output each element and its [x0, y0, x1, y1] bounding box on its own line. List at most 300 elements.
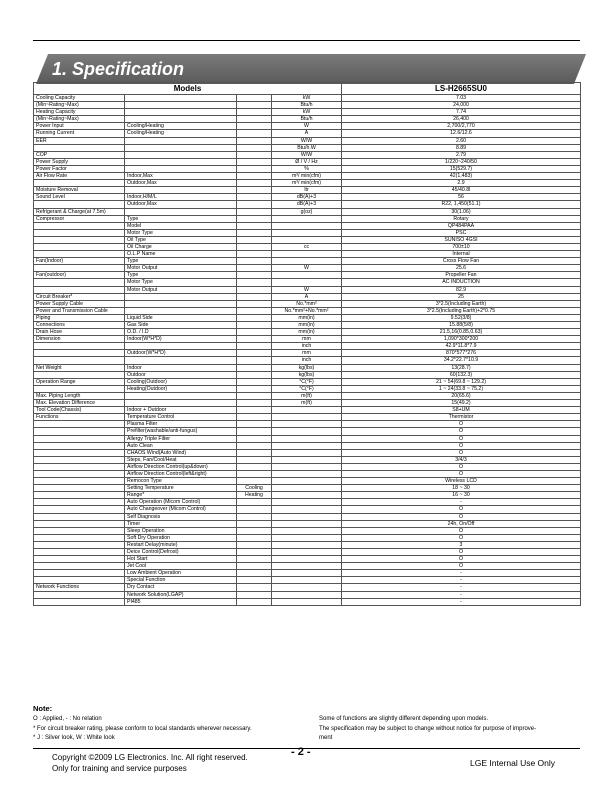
row-subsublabel: [237, 421, 272, 428]
row-value: O: [342, 556, 581, 563]
row-value: 870*577*276: [342, 350, 581, 357]
row-subsublabel: [237, 144, 272, 151]
row-unit: [272, 421, 342, 428]
row-label: Operation Range: [34, 378, 125, 385]
row-sublabel: Indoor: [125, 364, 237, 371]
row-sublabel: Restart Delay(minute): [125, 541, 237, 548]
row-sublabel: Remocon Type: [125, 478, 237, 485]
row-label: [34, 527, 125, 534]
row-label: Circuit Breaker*: [34, 293, 125, 300]
row-label: [34, 243, 125, 250]
row-label: [34, 435, 125, 442]
table-row: [34, 272, 581, 279]
table-row: [34, 329, 581, 336]
row-value: Thermistor: [342, 414, 581, 421]
row-label: Cooling Capacity: [34, 95, 125, 102]
table-row: [34, 251, 581, 258]
row-unit: [272, 463, 342, 470]
row-subsublabel: [237, 577, 272, 584]
row-unit: m(ft): [272, 400, 342, 407]
row-label: COP: [34, 151, 125, 158]
row-label: [34, 570, 125, 577]
note-line: ment: [319, 735, 333, 741]
table-row: [34, 442, 581, 449]
row-value: O: [342, 442, 581, 449]
row-value: 1,090*300*200: [342, 336, 581, 343]
row-unit: [272, 272, 342, 279]
row-subsublabel: [237, 286, 272, 293]
table-row: [34, 534, 581, 541]
row-subsublabel: [237, 470, 272, 477]
table-row: [34, 470, 581, 477]
row-unit: ltr: [272, 187, 342, 194]
table-row: [34, 392, 581, 399]
row-unit: [272, 549, 342, 556]
row-value: QP484PAA: [342, 222, 581, 229]
row-value: AC INDUCTION: [342, 279, 581, 286]
row-subsublabel: [237, 194, 272, 201]
row-value: 3: [342, 541, 581, 548]
row-unit: inch: [272, 357, 342, 364]
table-row: [34, 208, 581, 215]
row-sublabel: Low Ambient Operation: [125, 570, 237, 577]
row-subsublabel: [237, 385, 272, 392]
table-row: [34, 201, 581, 208]
row-sublabel: Type: [125, 215, 237, 222]
row-value: SUNISO 4GSI: [342, 236, 581, 243]
row-value: O: [342, 463, 581, 470]
row-label: Power and Transmission Cable: [34, 307, 125, 314]
row-unit: mm(in): [272, 314, 342, 321]
row-sublabel: [125, 95, 237, 102]
row-value: -: [342, 584, 581, 591]
row-sublabel: Liquid Side: [125, 314, 237, 321]
row-value: 3*2.5(Including Earth): [342, 300, 581, 307]
row-subsublabel: [237, 158, 272, 165]
row-unit: W/W: [272, 151, 342, 158]
row-label: Running Current: [34, 130, 125, 137]
row-label: [34, 371, 125, 378]
row-subsublabel: [237, 187, 272, 194]
row-label: Max. Elevation Difference: [34, 400, 125, 407]
row-subsublabel: [237, 307, 272, 314]
row-subsublabel: [237, 549, 272, 556]
table-row: [34, 584, 581, 591]
row-unit: [272, 570, 342, 577]
row-subsublabel: [237, 478, 272, 485]
row-subsublabel: [237, 556, 272, 563]
table-row: [34, 364, 581, 371]
row-value: 60(132.3): [342, 371, 581, 378]
row-label: [34, 343, 125, 350]
section-title: 1. Specification: [52, 59, 185, 79]
row-sublabel: Motor Output: [125, 265, 237, 272]
row-label: [34, 357, 125, 364]
row-subsublabel: [237, 215, 272, 222]
row-subsublabel: [237, 364, 272, 371]
row-value: 30(1.06): [342, 208, 581, 215]
row-sublabel: [125, 293, 237, 300]
row-unit: mm(in): [272, 329, 342, 336]
row-value: 8.89: [342, 144, 581, 151]
row-subsublabel: [237, 598, 272, 605]
row-sublabel: [125, 208, 237, 215]
row-sublabel: Airflow Direction Control(left&right): [125, 470, 237, 477]
row-label: [34, 286, 125, 293]
row-label: [34, 463, 125, 470]
notes-right: [319, 715, 579, 744]
table-row: [34, 336, 581, 343]
row-subsublabel: [237, 222, 272, 229]
row-value: S8+UM: [342, 407, 581, 414]
row-unit: [272, 534, 342, 541]
row-subsublabel: [237, 329, 272, 336]
row-value: 3*2.5(Including Earth)+2*0.75: [342, 307, 581, 314]
notes-section: [33, 704, 580, 741]
row-unit: m³/ min(cfm): [272, 180, 342, 187]
row-subsublabel: [237, 407, 272, 414]
table-row: [34, 236, 581, 243]
row-sublabel: [125, 151, 237, 158]
row-value: 1/220~240/50: [342, 158, 581, 165]
row-unit: A: [272, 130, 342, 137]
row-value: 12.6/12.6: [342, 130, 581, 137]
row-label: [34, 563, 125, 570]
row-value: O: [342, 563, 581, 570]
table-row: [34, 151, 581, 158]
row-value: 56: [342, 194, 581, 201]
table-row: [34, 577, 581, 584]
table-row: [34, 591, 581, 598]
row-unit: No.*mm²+No.*mm²: [272, 307, 342, 314]
table-row: [34, 421, 581, 428]
table-row: [34, 541, 581, 548]
row-label: Tool Code(Chassis): [34, 407, 125, 414]
row-value: 700±10: [342, 243, 581, 250]
row-unit: [272, 577, 342, 584]
row-unit: mm: [272, 350, 342, 357]
table-row: [34, 109, 581, 116]
row-subsublabel: [237, 442, 272, 449]
row-sublabel: [125, 137, 237, 144]
row-label: [34, 520, 125, 527]
row-label: [34, 456, 125, 463]
row-sublabel: Special Function: [125, 577, 237, 584]
row-sublabel: Motor Output: [125, 286, 237, 293]
table-row: [34, 215, 581, 222]
row-label: Dimension: [34, 336, 125, 343]
row-value: 2.60: [342, 137, 581, 144]
row-value: 25.6: [342, 265, 581, 272]
row-subsublabel: [237, 350, 272, 357]
row-unit: [272, 251, 342, 258]
row-label: Refrigerant & Charge(at 7.5m): [34, 208, 125, 215]
row-unit: inch: [272, 343, 342, 350]
row-label: Moisture Removal: [34, 187, 125, 194]
row-unit: Btu/h: [272, 102, 342, 109]
row-unit: [272, 279, 342, 286]
row-sublabel: [125, 392, 237, 399]
row-value: R22, 1,450(51.1): [342, 201, 581, 208]
row-label: [34, 541, 125, 548]
row-label: [34, 279, 125, 286]
table-row: [34, 265, 581, 272]
table-row: [34, 513, 581, 520]
row-sublabel: Steps, Fan/Cool/Heat: [125, 456, 237, 463]
table-row: [34, 116, 581, 123]
row-label: Power Input: [34, 123, 125, 130]
row-sublabel: Indoor(W*H*D): [125, 336, 237, 343]
row-label: [34, 577, 125, 584]
row-unit: kW: [272, 109, 342, 116]
row-sublabel: Prefilter(washable/anti-fungus): [125, 428, 237, 435]
row-subsublabel: [237, 541, 272, 548]
table-header-row: [34, 83, 581, 95]
table-row: [34, 229, 581, 236]
row-label: Compressor: [34, 215, 125, 222]
row-sublabel: Allergy Triple Filter: [125, 435, 237, 442]
row-unit: Btu/h: [272, 116, 342, 123]
row-label: [34, 492, 125, 499]
table-row: [34, 598, 581, 605]
row-sublabel: Cooling(Outdoor): [125, 378, 237, 385]
row-subsublabel: Heating: [237, 492, 272, 499]
table-row: [34, 144, 581, 151]
row-sublabel: [125, 300, 237, 307]
table-row: [34, 130, 581, 137]
table-row: [34, 95, 581, 102]
table-row: [34, 428, 581, 435]
row-unit: %: [272, 165, 342, 172]
row-unit: [272, 506, 342, 513]
row-label: [34, 350, 125, 357]
row-value: 18 ~ 30: [342, 485, 581, 492]
table-row: [34, 350, 581, 357]
row-subsublabel: [237, 563, 272, 570]
row-value: PSC: [342, 229, 581, 236]
row-sublabel: Soft Dry Operation: [125, 534, 237, 541]
table-row: [34, 527, 581, 534]
row-subsublabel: [237, 95, 272, 102]
row-value: 45/40.8l: [342, 187, 581, 194]
row-unit: W: [272, 286, 342, 293]
row-label: [34, 229, 125, 236]
row-subsublabel: [237, 265, 272, 272]
row-subsublabel: [237, 584, 272, 591]
row-value: Cross Flow Fan: [342, 258, 581, 265]
row-sublabel: [125, 116, 237, 123]
row-label: [34, 222, 125, 229]
row-sublabel: CHAOS Wind(Auto Wind): [125, 449, 237, 456]
training-text: Only for training and service purposes: [52, 764, 187, 773]
row-label: Piping: [34, 314, 125, 321]
row-sublabel: Auto Changeover (Micom Control): [125, 506, 237, 513]
note-line: * For circuit breaker rating, please conform to local standards wherever necessary.: [33, 725, 252, 732]
table-row: [34, 563, 581, 570]
table-row: [34, 173, 581, 180]
row-unit: °C(°F): [272, 385, 342, 392]
table-row: [34, 506, 581, 513]
row-value: Propeller Fan: [342, 272, 581, 279]
row-unit: mm: [272, 336, 342, 343]
table-row: [34, 343, 581, 350]
row-label: [34, 549, 125, 556]
table-row: [34, 165, 581, 172]
row-subsublabel: [237, 414, 272, 421]
row-subsublabel: [237, 243, 272, 250]
row-label: Functions: [34, 414, 125, 421]
row-subsublabel: [237, 251, 272, 258]
table-row: [34, 322, 581, 329]
row-subsublabel: [237, 151, 272, 158]
row-sublabel: Outdoor,Max: [125, 180, 237, 187]
note-line: * J : Silver look, W : White look: [33, 735, 115, 741]
row-unit: mm(in): [272, 322, 342, 329]
note-line: The specification may be subject to change without notice for purpose of improve-: [319, 725, 537, 732]
row-label: [34, 421, 125, 428]
row-subsublabel: [237, 371, 272, 378]
footer-left: [52, 752, 248, 774]
row-label: [34, 556, 125, 563]
row-unit: [272, 556, 342, 563]
row-value: O: [342, 527, 581, 534]
row-unit: [272, 229, 342, 236]
row-unit: [272, 598, 342, 605]
table-row: [34, 407, 581, 414]
row-subsublabel: [237, 499, 272, 506]
row-unit: [272, 520, 342, 527]
row-unit: m³/ min(cfm): [272, 173, 342, 180]
row-label: [34, 499, 125, 506]
row-sublabel: [125, 307, 237, 314]
row-value: 7.03: [342, 95, 581, 102]
row-unit: [272, 563, 342, 570]
row-subsublabel: [237, 357, 272, 364]
row-sublabel: [125, 400, 237, 407]
row-label: [34, 598, 125, 605]
row-value: 26,400: [342, 116, 581, 123]
row-label: [34, 265, 125, 272]
row-subsublabel: [237, 456, 272, 463]
row-label: Power Supply: [34, 158, 125, 165]
row-sublabel: [125, 109, 237, 116]
row-unit: [272, 456, 342, 463]
page-number: - 2 -: [291, 746, 311, 758]
row-sublabel: Type: [125, 272, 237, 279]
row-label: Power Factor: [34, 165, 125, 172]
row-subsublabel: [237, 400, 272, 407]
row-unit: [272, 470, 342, 477]
row-unit: [272, 435, 342, 442]
row-value: 15.88(5/8): [342, 322, 581, 329]
table-row: [34, 478, 581, 485]
row-subsublabel: [237, 116, 272, 123]
row-label: Net Weight: [34, 364, 125, 371]
row-value: 7.74: [342, 109, 581, 116]
row-unit: g(oz): [272, 208, 342, 215]
row-label: [34, 201, 125, 208]
row-unit: °C(°F): [272, 378, 342, 385]
row-label: [34, 144, 125, 151]
table-row: [34, 222, 581, 229]
row-unit: [272, 499, 342, 506]
row-value: Rotary: [342, 215, 581, 222]
row-sublabel: Dry Contact: [125, 584, 237, 591]
row-unit: cc: [272, 243, 342, 250]
row-value: 15(49.2): [342, 400, 581, 407]
row-value: 24h, On/Off: [342, 520, 581, 527]
row-subsublabel: [237, 102, 272, 109]
table-row: [34, 378, 581, 385]
row-sublabel: [125, 357, 237, 364]
row-label: [34, 385, 125, 392]
row-label: Network Functions: [34, 584, 125, 591]
row-value: -: [342, 577, 581, 584]
row-unit: [272, 236, 342, 243]
row-unit: kW: [272, 95, 342, 102]
row-label: [34, 506, 125, 513]
row-label: [34, 442, 125, 449]
table-row: [34, 314, 581, 321]
row-subsublabel: [237, 513, 272, 520]
row-unit: [272, 407, 342, 414]
copyright-text: Copyright ©2009 LG Electronics. Inc. All right reserved.: [52, 753, 248, 762]
row-label: Fan(Indoor): [34, 258, 125, 265]
table-row: [34, 123, 581, 130]
row-sublabel: Cooling/Heating: [125, 130, 237, 137]
row-sublabel: Outdoor,Max: [125, 201, 237, 208]
row-sublabel: Auto Operation (Micom Control): [125, 499, 237, 506]
table-row: [34, 187, 581, 194]
table-row: [34, 414, 581, 421]
row-subsublabel: [237, 109, 272, 116]
row-label: [34, 485, 125, 492]
row-subsublabel: [237, 258, 272, 265]
table-row: [34, 400, 581, 407]
row-sublabel: Oil Charge: [125, 243, 237, 250]
row-value: 42.9*11.8*7.9: [342, 343, 581, 350]
row-value: -: [342, 598, 581, 605]
row-value: -: [342, 570, 581, 577]
row-value: 2.79: [342, 151, 581, 158]
row-value: 82.9: [342, 286, 581, 293]
notes-left: [33, 715, 313, 744]
row-value: O: [342, 421, 581, 428]
row-value: 16 ~ 30: [342, 492, 581, 499]
model-number: LS-H2665SU0: [342, 83, 581, 95]
row-label: [34, 449, 125, 456]
row-value: O: [342, 549, 581, 556]
table-row: [34, 279, 581, 286]
row-label: (Min~Rating~Max): [34, 116, 125, 123]
row-label: Drain Hose: [34, 329, 125, 336]
row-subsublabel: [237, 208, 272, 215]
row-subsublabel: [237, 527, 272, 534]
table-row: [34, 385, 581, 392]
row-label: [34, 251, 125, 258]
row-unit: dB(A)+3: [272, 201, 342, 208]
row-sublabel: Self Diagnosis: [125, 513, 237, 520]
table-row: [34, 158, 581, 165]
row-unit: [272, 527, 342, 534]
row-label: [34, 470, 125, 477]
table-row: [34, 137, 581, 144]
row-sublabel: [125, 144, 237, 151]
row-unit: [272, 492, 342, 499]
row-sublabel: Indoor,H/M/L: [125, 194, 237, 201]
table-row: [34, 243, 581, 250]
row-value: O: [342, 470, 581, 477]
